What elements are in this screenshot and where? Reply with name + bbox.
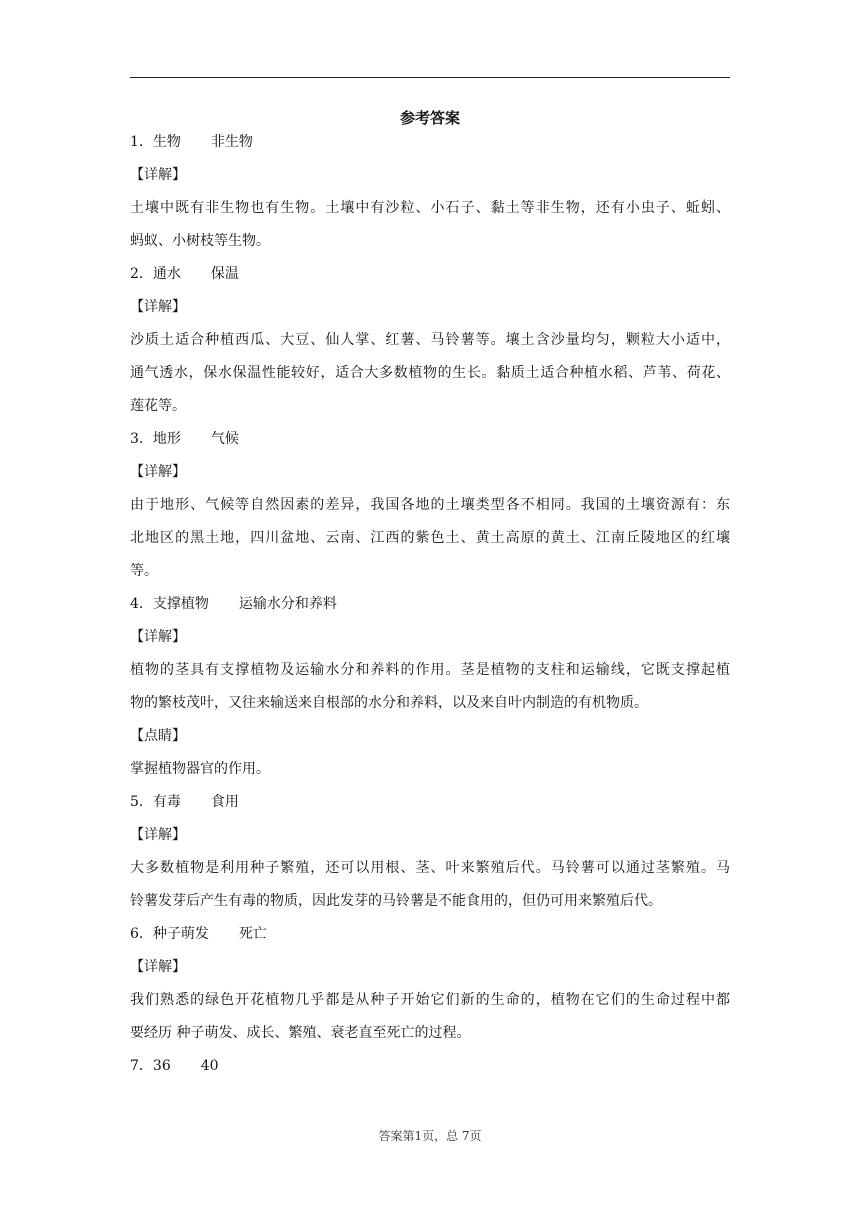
explanation-line: 铃薯发芽后产生有毒的物质，因此发芽的马铃薯是不能食用的，但仍可用来繁殖后代。 (130, 893, 662, 909)
answer-line (130, 791, 730, 813)
answer-line (130, 131, 730, 153)
answer-blank-2: 保温 (210, 266, 239, 282)
question-number: 6． (130, 926, 153, 942)
answer-blank-1: 36 (152, 1058, 171, 1074)
explanation-line: 物的繁枝茂叶，又往来输送来自根部的水分和养料，以及来自叶内制造的有机物质。 (130, 695, 648, 711)
answer-line (130, 1055, 730, 1077)
section-label: 【详解】 (130, 959, 186, 975)
section-label: 【详解】 (130, 629, 186, 645)
explanation-line: 由于地形、气候等自然因素的差异，我国各地的土壤类型各不相同。我国的土壤资源有：东 (130, 497, 730, 513)
section-label: 【详解】 (130, 167, 186, 183)
explanation-paragraph (130, 494, 730, 582)
question-number: 5． (130, 794, 153, 810)
answer-blank-1: 有毒 (152, 794, 181, 810)
answer-blank-1: 地形 (152, 431, 181, 447)
answer-list (130, 131, 730, 1088)
section-label: 【详解】 (130, 299, 186, 315)
explanation-line: 要经历 种子萌发、成长、繁殖、衰老直至死亡的过程。 (130, 1025, 471, 1041)
answer-blank-2: 运输水分和养料 (238, 596, 337, 612)
section-label: 【点睛】 (130, 728, 186, 744)
answer-blank-1: 通水 (152, 266, 181, 282)
explanation-paragraph (130, 197, 730, 252)
explanation-paragraph (130, 758, 730, 780)
explanation-paragraph (130, 659, 730, 714)
explanation-paragraph (130, 857, 730, 912)
explanation-line: 大多数植物是利用种子繁殖，还可以用根、茎、叶来繁殖后代。马铃薯可以通过茎繁殖。马 (130, 860, 730, 876)
explanation-line: 土壤中既有非生物也有生物。土壤中有沙粒、小石子、黏土等非生物，还有小虫子、蚯蚓、 (130, 200, 730, 216)
answer-line (130, 263, 730, 285)
question-number: 2． (130, 266, 153, 282)
page-footer: 答案第1页，总 7页 (378, 1129, 482, 1143)
answer-line (130, 593, 730, 615)
answer-blank-1: 支撑植物 (152, 596, 209, 612)
header-rule (130, 77, 730, 78)
answer-blank-2: 40 (200, 1058, 219, 1074)
explanation-line: 通气透水，保水保温性能较好，适合大多数植物的生长。黏质土适合种植水稻、芦苇、荷花、 (130, 365, 730, 381)
explanation-line: 等。 (130, 563, 158, 579)
answer-line (130, 923, 730, 945)
page-title: 参考答案 (399, 109, 460, 127)
answer-blank-1: 生物 (152, 134, 181, 150)
explanation-paragraph (130, 989, 730, 1044)
section-label: 【详解】 (130, 464, 186, 480)
answer-blank-2: 非生物 (210, 134, 253, 150)
explanation-line: 我们熟悉的绿色开花植物几乎都是从种子开始它们新的生命的，植物在它们的生命过程中都 (130, 992, 730, 1008)
answer-blank-1: 种子萌发 (152, 926, 209, 942)
question-number: 1． (130, 134, 153, 150)
explanation-line: 蚂蚁、小树枝等生物。 (130, 233, 270, 249)
explanation-line: 沙质土适合种植西瓜、大豆、仙人掌、红薯、马铃薯等。壤土含沙量均匀，颗粒大小适中， (130, 332, 730, 348)
question-number: 4． (130, 596, 153, 612)
question-number: 7． (130, 1058, 153, 1074)
section-label: 【详解】 (130, 827, 186, 843)
answer-blank-2: 气候 (210, 431, 239, 447)
question-number: 3． (130, 431, 153, 447)
answer-blank-2: 食用 (210, 794, 239, 810)
explanation-line: 植物的茎具有支撑植物及运输水分和养料的作用。茎是植物的支柱和运输线，它既支撑起植 (130, 662, 730, 678)
explanation-line: 掌握植物器官的作用。 (130, 761, 270, 777)
answer-blank-2: 死亡 (238, 926, 267, 942)
explanation-line: 莲花等。 (130, 398, 186, 414)
explanation-line: 北地区的黑土地，四川盆地、云南、江西的紫色土、黄土高原的黄土、江南丘陵地区的红壤 (130, 530, 730, 546)
answer-line (130, 428, 730, 450)
explanation-paragraph (130, 329, 730, 417)
